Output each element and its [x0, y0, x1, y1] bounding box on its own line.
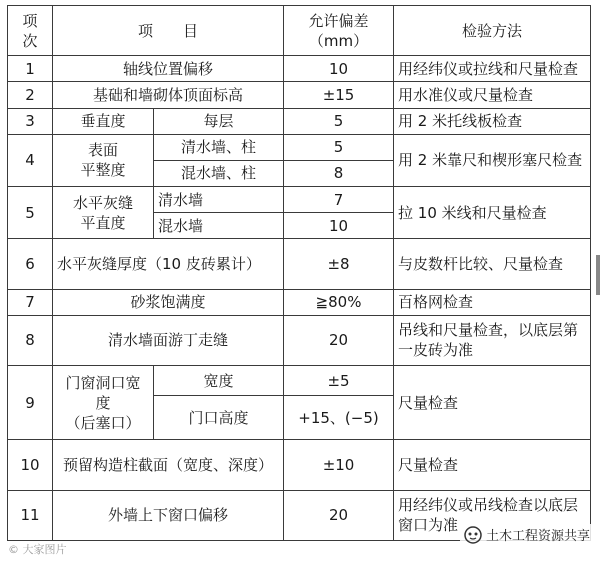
- row-tolerance: 20: [284, 315, 394, 365]
- row-method: 用经纬仪或吊线检查以底层窗口为准: [394, 490, 591, 540]
- row-method: 用经纬仪或拉线和尺量检查: [394, 56, 591, 82]
- row-number: 3: [8, 108, 53, 134]
- row-item: 基础和墙砌体顶面标高: [53, 82, 284, 108]
- watermark-right: [460, 524, 594, 545]
- scrollbar[interactable]: [596, 255, 600, 295]
- row-item: 垂直度: [53, 108, 154, 134]
- row-method: 尺量检查: [394, 365, 591, 439]
- row-number: 5: [8, 186, 53, 238]
- row-number: 11: [8, 490, 53, 540]
- row-tolerance: 7: [284, 186, 394, 212]
- row-item: 清水墙面游丁走缝: [53, 315, 284, 365]
- table-row: [8, 365, 591, 395]
- row-item: 水平灰缝 平直度: [53, 186, 154, 238]
- header-method: 检验方法: [394, 6, 591, 56]
- row-item: 表面 平整度: [53, 134, 154, 186]
- table-row: [8, 440, 591, 490]
- row-item: 水平灰缝厚度（10 皮砖累计）: [53, 239, 284, 289]
- row-method: 用 2 米托线板检查: [394, 108, 591, 134]
- row-subitem: 门口高度: [154, 396, 284, 440]
- row-subitem: 清水墙、柱: [154, 134, 284, 160]
- row-item: 砂浆饱满度: [53, 289, 284, 315]
- row-tolerance: ±15: [284, 82, 394, 108]
- header-tolerance: 允许偏差 （mm）: [284, 6, 394, 56]
- row-tolerance: ±10: [284, 440, 394, 490]
- row-number: 1: [8, 56, 53, 82]
- row-subitem: 混水墙: [154, 213, 284, 239]
- row-method: 百格网检查: [394, 289, 591, 315]
- row-item: 门窗洞口宽 度 （后塞口）: [53, 365, 154, 439]
- row-tolerance: 5: [284, 134, 394, 160]
- row-subitem: 宽度: [154, 365, 284, 395]
- table-row: [8, 289, 591, 315]
- row-number: 2: [8, 82, 53, 108]
- inspection-table: [7, 5, 591, 541]
- row-number: 6: [8, 239, 53, 289]
- row-tolerance: ±8: [284, 239, 394, 289]
- row-number: 9: [8, 365, 53, 439]
- row-number: 4: [8, 134, 53, 186]
- row-subitem: 混水墙、柱: [154, 160, 284, 186]
- row-item: 轴线位置偏移: [53, 56, 284, 82]
- watermark-right-text: 土木工程资源共享: [485, 529, 590, 544]
- row-item: 外墙上下窗口偏移: [53, 490, 284, 540]
- header-row: [8, 6, 591, 56]
- row-number: 8: [8, 315, 53, 365]
- row-tolerance: +15、(−5): [284, 396, 394, 440]
- wechat-logo-icon: [464, 526, 482, 544]
- row-method: 吊线和尺量检查，以底层第一皮砖为准: [394, 315, 591, 365]
- row-tolerance: 8: [284, 160, 394, 186]
- row-tolerance: ≧80%: [284, 289, 394, 315]
- row-tolerance: 10: [284, 56, 394, 82]
- row-tolerance: 10: [284, 213, 394, 239]
- watermark-left: © 大家图片: [8, 543, 67, 556]
- header-index: 项 次: [8, 6, 53, 56]
- row-method: 尺量检查: [394, 440, 591, 490]
- row-method: 用水准仪或尺量检查: [394, 82, 591, 108]
- table-row: [8, 315, 591, 365]
- table-row: [8, 56, 591, 82]
- row-method: 拉 10 米线和尺量检查: [394, 186, 591, 238]
- row-item: 预留构造柱截面（宽度、深度）: [53, 440, 284, 490]
- row-subitem: 每层: [154, 108, 284, 134]
- table-row: [8, 239, 591, 289]
- row-tolerance: 20: [284, 490, 394, 540]
- row-tolerance: 5: [284, 108, 394, 134]
- row-number: 10: [8, 440, 53, 490]
- table-row: [8, 186, 591, 212]
- table-row: [8, 134, 591, 160]
- row-subitem: 清水墙: [154, 186, 284, 212]
- row-method: 与皮数杆比较、尺量检查: [394, 239, 591, 289]
- header-item: 项 目: [53, 6, 284, 56]
- row-method: 用 2 米靠尺和楔形塞尺检查: [394, 134, 591, 186]
- row-tolerance: ±5: [284, 365, 394, 395]
- table-row: [8, 108, 591, 134]
- row-number: 7: [8, 289, 53, 315]
- table-row: [8, 82, 591, 108]
